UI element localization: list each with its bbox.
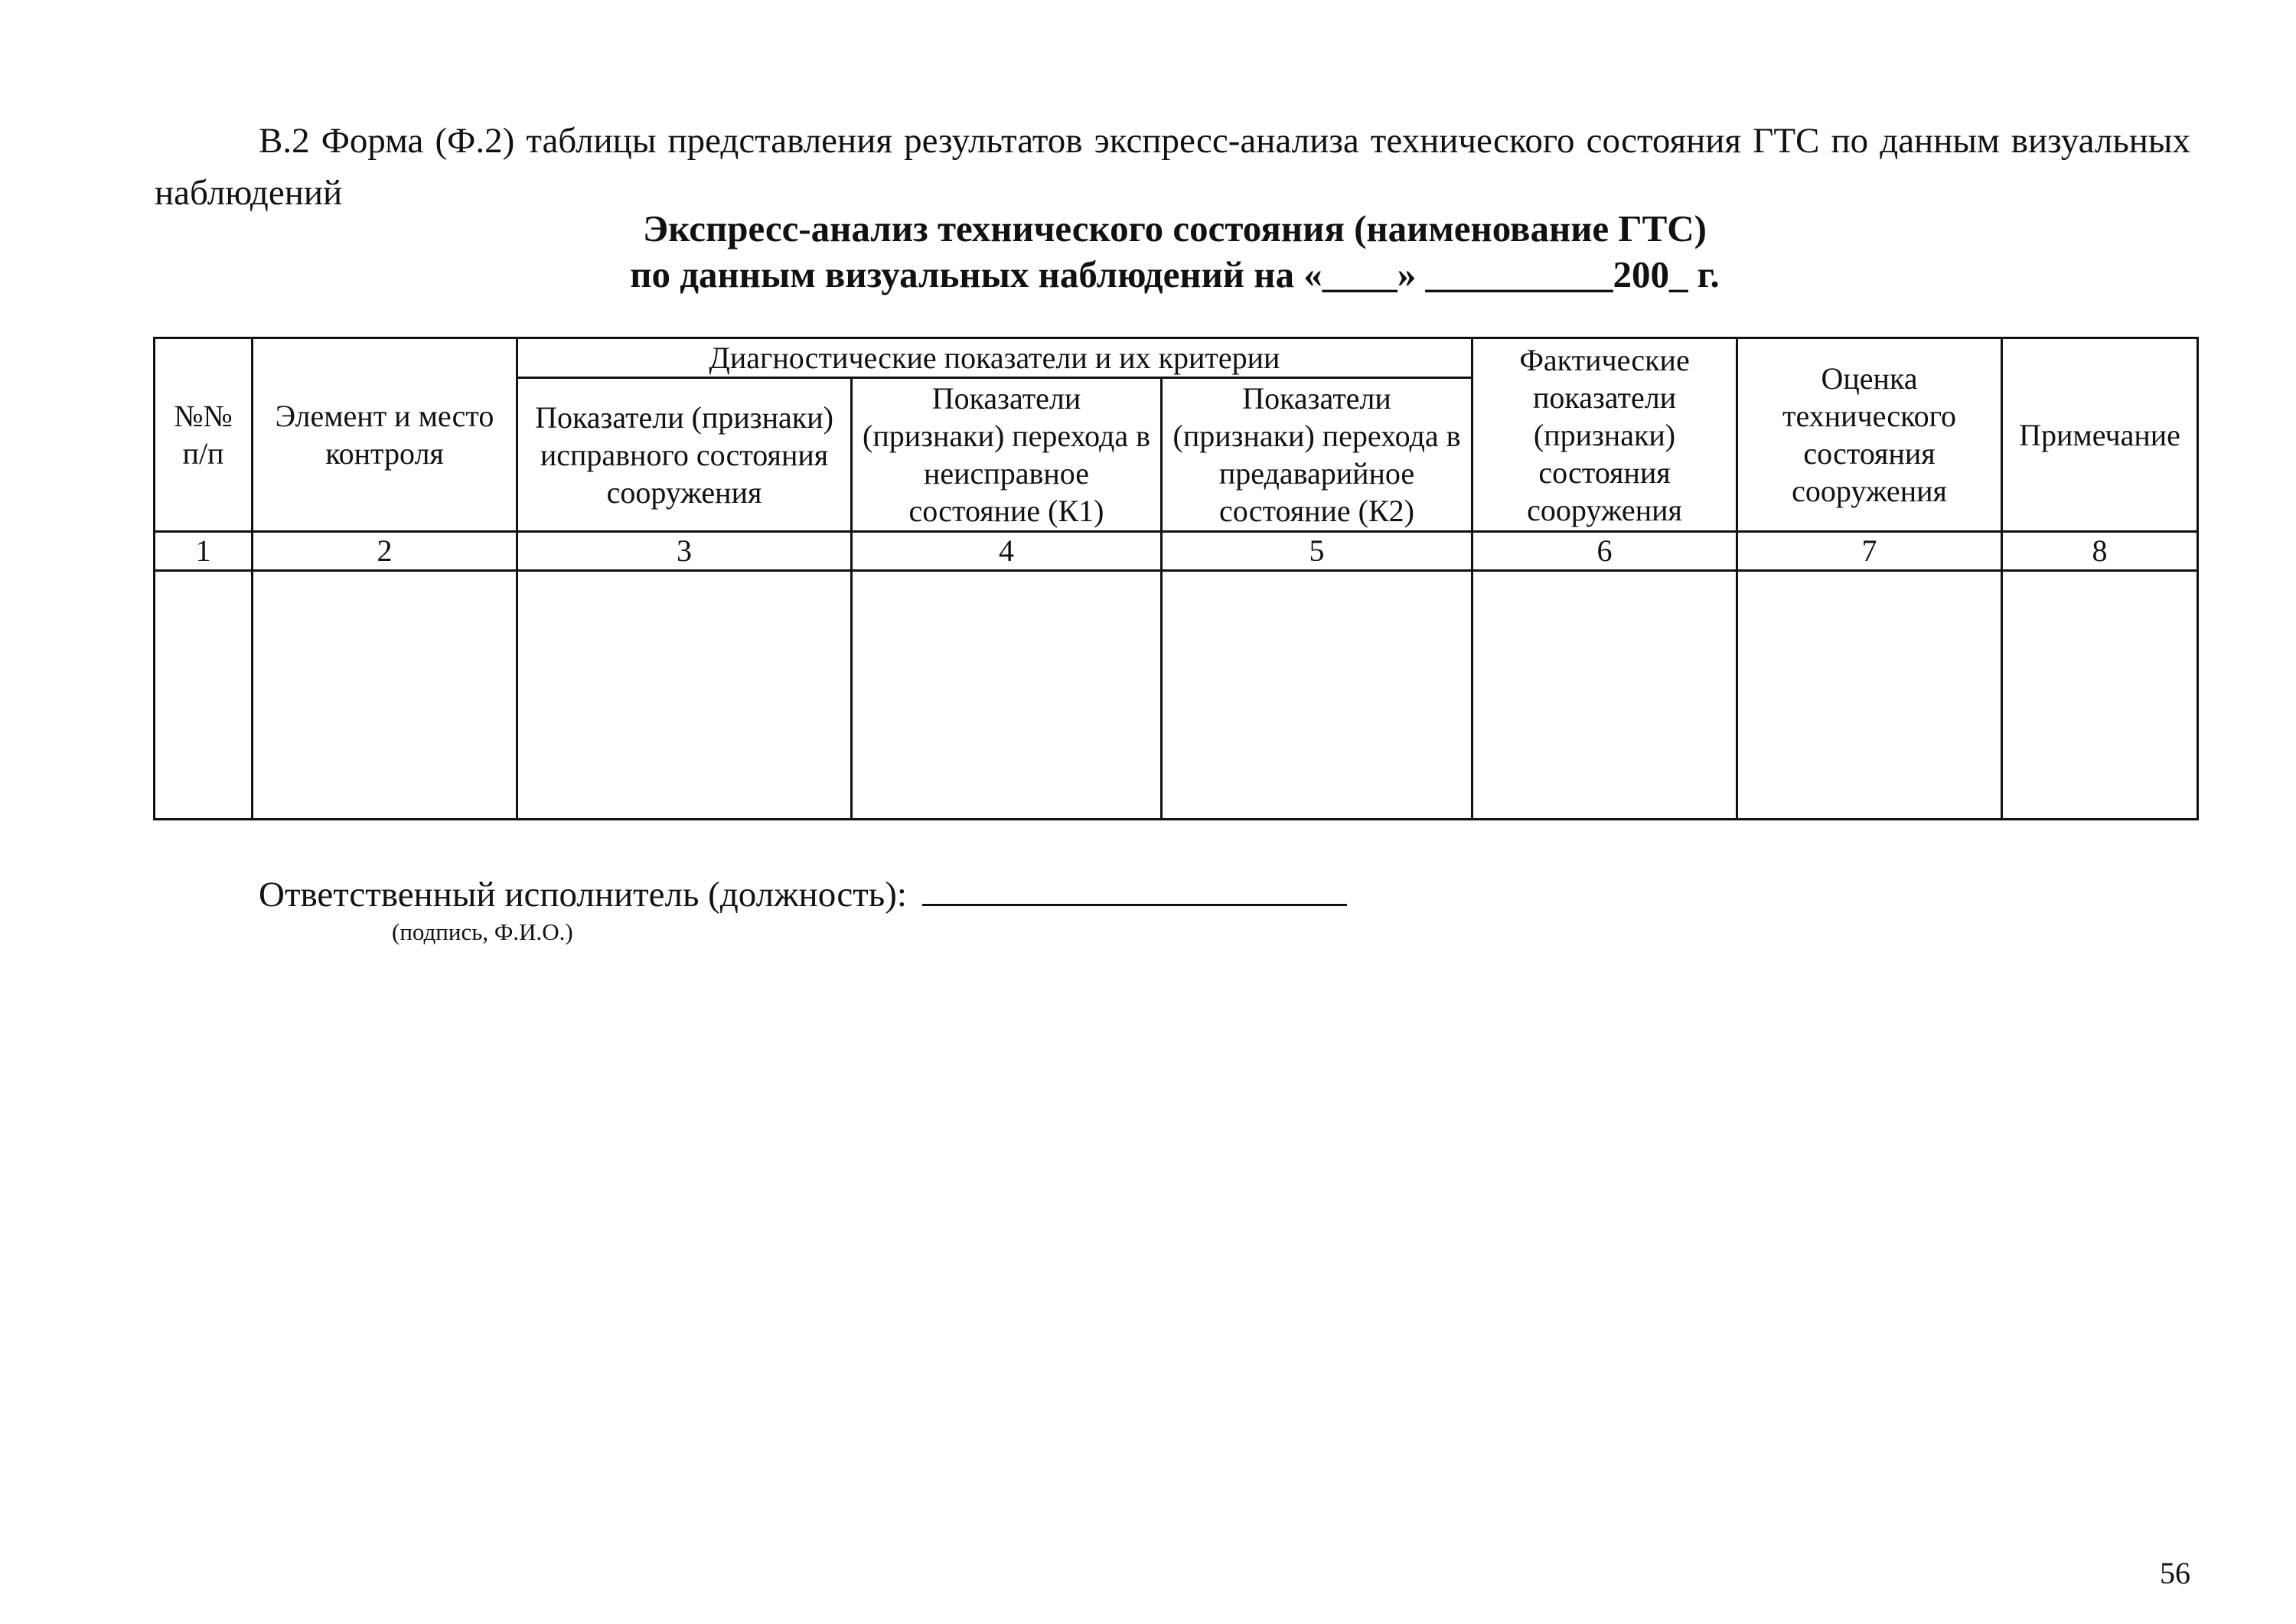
column-number: 7 xyxy=(1737,532,2002,571)
empty-cell xyxy=(2002,571,2198,820)
column-number: 4 xyxy=(852,532,1162,571)
empty-cell xyxy=(517,571,852,820)
signature-block xyxy=(259,869,1347,915)
header-num: №№ п/п xyxy=(155,338,253,532)
empty-cell xyxy=(1473,571,1737,820)
form-title-line-2: по данным визуальных наблюдений на «____» __________200_ г. xyxy=(630,253,1720,295)
header-actual: Фактические показатели (признаки) состояния сооружения xyxy=(1473,338,1737,532)
table-row xyxy=(155,571,2198,820)
signature-label: Ответственный исполнитель (должность): xyxy=(259,875,907,915)
column-number: 5 xyxy=(1162,532,1473,571)
empty-cell xyxy=(852,571,1162,820)
column-number: 2 xyxy=(253,532,517,571)
header-assessment: Оценка технического состояния сооружения xyxy=(1737,338,2002,532)
empty-cell xyxy=(155,571,253,820)
header-element: Элемент и место контроля xyxy=(253,338,517,532)
column-number: 6 xyxy=(1473,532,1737,571)
header-diag-k1: Показатели (признаки) перехода в неисправное состояние (К1) xyxy=(852,378,1162,532)
signature-caption: (подпись, Ф.И.О.) xyxy=(392,918,573,945)
column-number: 3 xyxy=(517,532,852,571)
header-diagnostic-group: Диагностические показатели и их критерии xyxy=(517,338,1473,378)
column-number: 1 xyxy=(155,532,253,571)
header-diag-k2: Показатели (признаки) перехода в предаварийное состояние (К2) xyxy=(1162,378,1473,532)
empty-cell xyxy=(253,571,517,820)
page-number: 56 xyxy=(2160,1556,2190,1590)
form-title-line-1: Экспресс-анализ технического состояния (наименование ГТС) xyxy=(643,207,1707,249)
column-number-row xyxy=(155,532,2198,571)
header-note: Примечание xyxy=(2002,338,2198,532)
header-diag-good: Показатели (признаки) исправного состояния сооружения xyxy=(517,378,852,532)
express-analysis-table xyxy=(153,337,2199,820)
empty-cell xyxy=(1162,571,1473,820)
intro-paragraph: В.2 Форма (Ф.2) таблицы представления результатов экспресс-анализа технического состояния ГТС по данным визуальных наблюдений xyxy=(155,121,2190,213)
empty-cell xyxy=(1737,571,2002,820)
signature-line xyxy=(922,869,1347,906)
column-number: 8 xyxy=(2002,532,2198,571)
